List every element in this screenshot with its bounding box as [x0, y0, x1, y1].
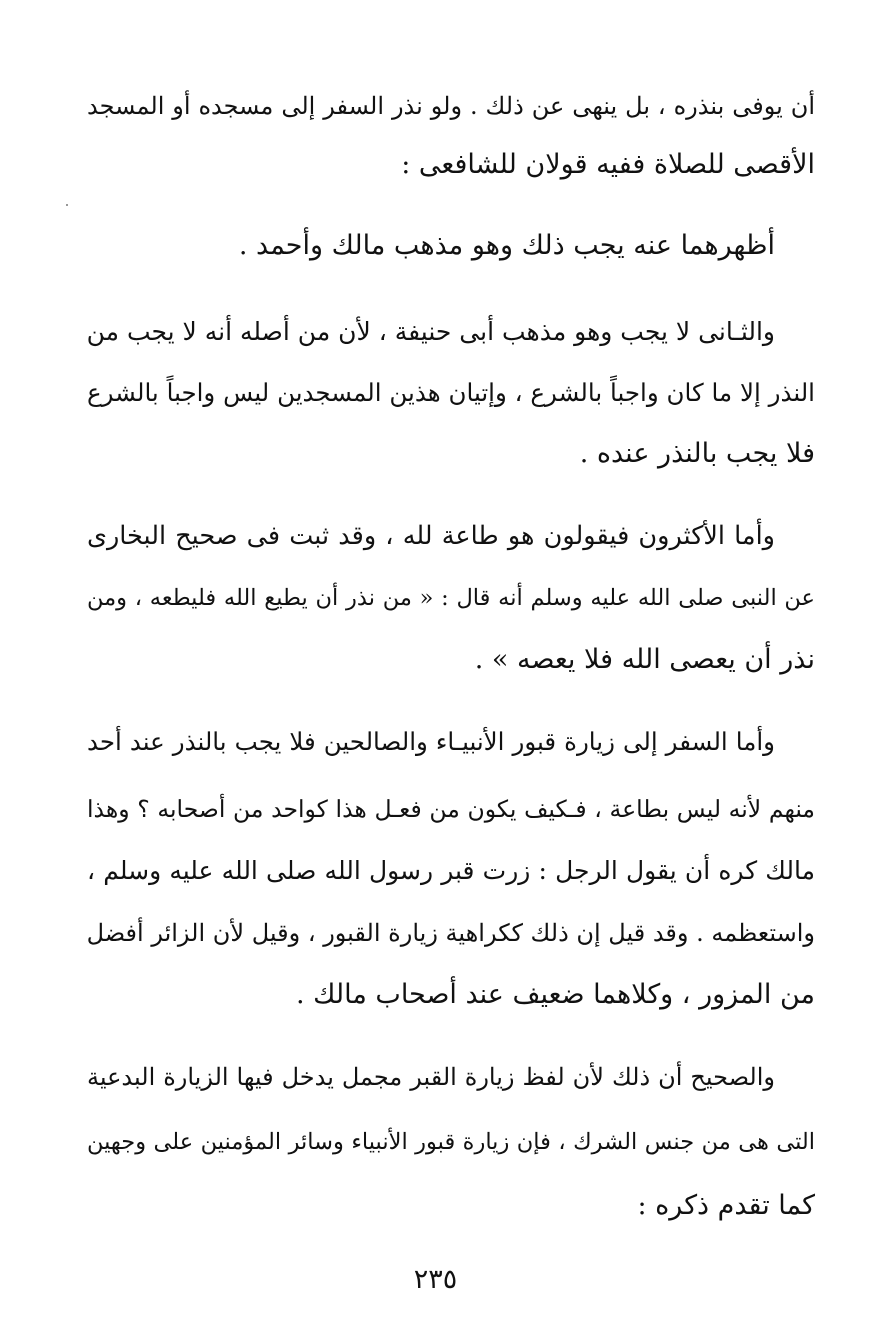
text-line: نذر أن يعصى الله فلا يعصه » .: [474, 644, 815, 675]
text-line: كما تقدم ذكره :: [637, 1190, 815, 1221]
text-line: وأما الأكثرون فيقولون هو طاعة لله ، وقد ثبت فى صحيح البخارى: [87, 521, 775, 551]
text-line: عن النبى صلى الله عليه وسلم أنه قال : « من نذر أن يطيع الله فليطعه ، ومن: [87, 585, 815, 611]
text-line: والثـانى لا يجب وهو مذهب أبى حنيفة ، لأن من أصله أنه لا يجب من: [86, 317, 775, 346]
text-line: فلا يجب بالنذر عنده .: [579, 438, 815, 469]
page-number: ٢٣٥: [413, 1264, 458, 1295]
text-line: منهم لأنه ليس بطاعة ، فـكيف يكون من فعـل هذا كواحد من أصحابه ؟ وهذا: [87, 795, 815, 823]
text-line: والصحيح أن ذلك لأن لفظ زيارة القبر مجمل يدخل فيها الزيارة البدعية: [87, 1063, 775, 1091]
scan-speck: [66, 204, 68, 206]
text-line: مالك كره أن يقول الرجل : زرت قبر رسول الله صلى الله عليه وسلم ،: [87, 856, 815, 885]
text-line: وأما السفر إلى زيارة قبور الأنبيـاء والصالحين فلا يجب بالنذر عند أحد: [87, 727, 775, 756]
text-line: النذر إلا ما كان واجباً بالشرع ، وإتيان هذين المسجدين ليس واجباً بالشرع: [87, 378, 815, 407]
text-line: واستعظمه . وقد قيل إن ذلك ككراهية زيارة القبور ، وقيل لأن الزائر أفضل: [86, 919, 815, 947]
text-line: التى هى من جنس الشرك ، فإن زيارة قبور الأنبياء وسائر المؤمنين على وجهين: [87, 1129, 815, 1155]
text-line: أن يوفى بنذره ، بل ينهى عن ذلك . ولو نذر السفر إلى مسجده أو المسجد: [87, 92, 815, 120]
text-line: أظهرهما عنه يجب ذلك وهو مذهب مالك وأحمد .: [238, 230, 775, 261]
text-line: الأقصى للصلاة ففيه قولان للشافعى :: [401, 149, 815, 180]
text-line: من المزور ، وكلاهما ضعيف عند أصحاب مالك .: [295, 979, 815, 1010]
